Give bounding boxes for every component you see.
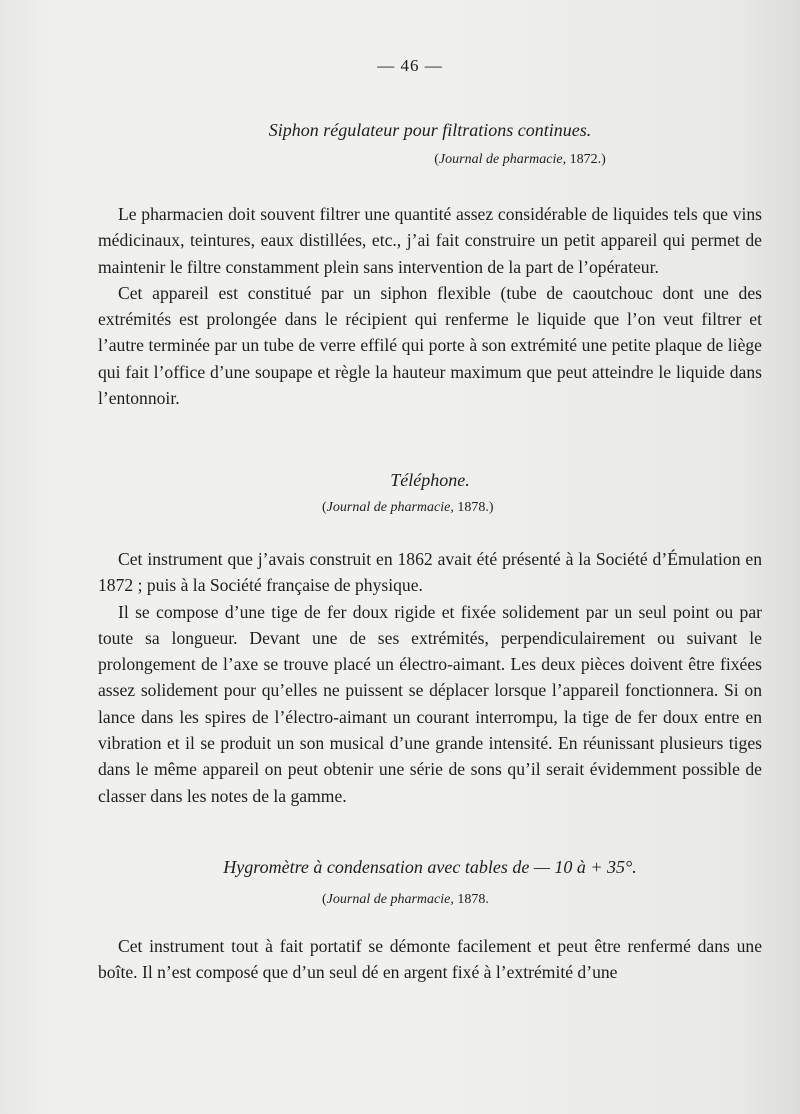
section-source-siphon [330, 150, 710, 170]
paragraph: Cet instrument que j’avais construit en 1862 avait été présenté à la Société d’Émulation en 1872 ; puis à la Société française de physique. [98, 549, 762, 596]
section-title-siphon [98, 118, 762, 142]
section-source [322, 498, 522, 518]
source-close-paren: ) [488, 500, 494, 515]
section-body-telephone [98, 546, 762, 809]
source-close-paren: ) [601, 152, 606, 167]
paragraph: Cet appareil est constitué par un siphon flexible (tube de caoutchouc dont une des extrémités est prolongée dans le récipient qui renferme le liquide que l’on veut filtrer et l’autre terminée par un tube de verre effilé qui porte à son extrémité une petite plaque de liège qui fait l’office d’une soupape et règle la hauteur maximum que peut atteindre le liquide dans l’entonnoir. [98, 282, 762, 409]
section-body-hygrometre [98, 933, 762, 986]
section-source [330, 150, 710, 170]
section-title-hygrometre [98, 855, 762, 879]
paragraph: Cet instrument tout à fait portatif se démonte facilement et peut être renfermé dans une boîte. Il n’est composé que d’un seul dé en argent fixé à l’extrémité d’une [98, 936, 762, 983]
source-open-paren: ( [322, 892, 327, 907]
source-journal: Journal de pharmacie, [326, 892, 454, 907]
paragraph: Le pharmacien doit souvent filtrer une quantité assez considérable de liquides tels que vins médicinaux, teintures, eaux distillées, etc., j’ai fait construire un petit appareil qui permet de maintenir le filtre constamment plein sans intervention de la part de l’opérateur. [98, 204, 762, 277]
source-open-paren: ( [322, 500, 327, 515]
section-title: Téléphone. [390, 470, 470, 490]
source-year: 1878. [457, 500, 489, 515]
source-journal: Journal de pharmacie, [438, 152, 567, 167]
section-title-telephone [98, 468, 762, 492]
paragraph: Il se compose d’une tige de fer doux rigide et fixée solidement par un seul point ou par toute sa longueur. Devant une de ses extrémités, perpendiculairement ou suivant le prolongement de l’axe se trouve placé un électro-aimant. Les deux pièces doivent être fixées assez solidement pour qu’elles ne puissent se déplacer lorsque l’appareil fonctionnera. Si on lance dans les spires de l’électro-aimant un courant interrompu, la tige de fer doux entre en vibration et il se produit un son musical d’une grande intensité. En réunissant plusieurs tiges dans le même appareil on peut obtenir une série de sons qu’il serait évidemment possible de classer dans les notes de la gamme. [98, 601, 762, 806]
section-source-telephone [322, 498, 522, 518]
source-year: 1878. [457, 892, 489, 907]
source-journal: Journal de pharmacie, [326, 500, 454, 515]
section-title: Siphon régulateur pour filtrations continues. [268, 120, 592, 140]
section-source [322, 890, 542, 910]
source-open-paren: ( [434, 152, 439, 167]
section-body-siphon [98, 201, 762, 411]
page-number: — 46 — [377, 56, 443, 75]
section-source-hygrometre [322, 890, 542, 910]
source-year: 1872. [569, 152, 602, 167]
section-title: Hygromètre à condensation avec tables de — 10 à + 35°. [223, 857, 637, 877]
